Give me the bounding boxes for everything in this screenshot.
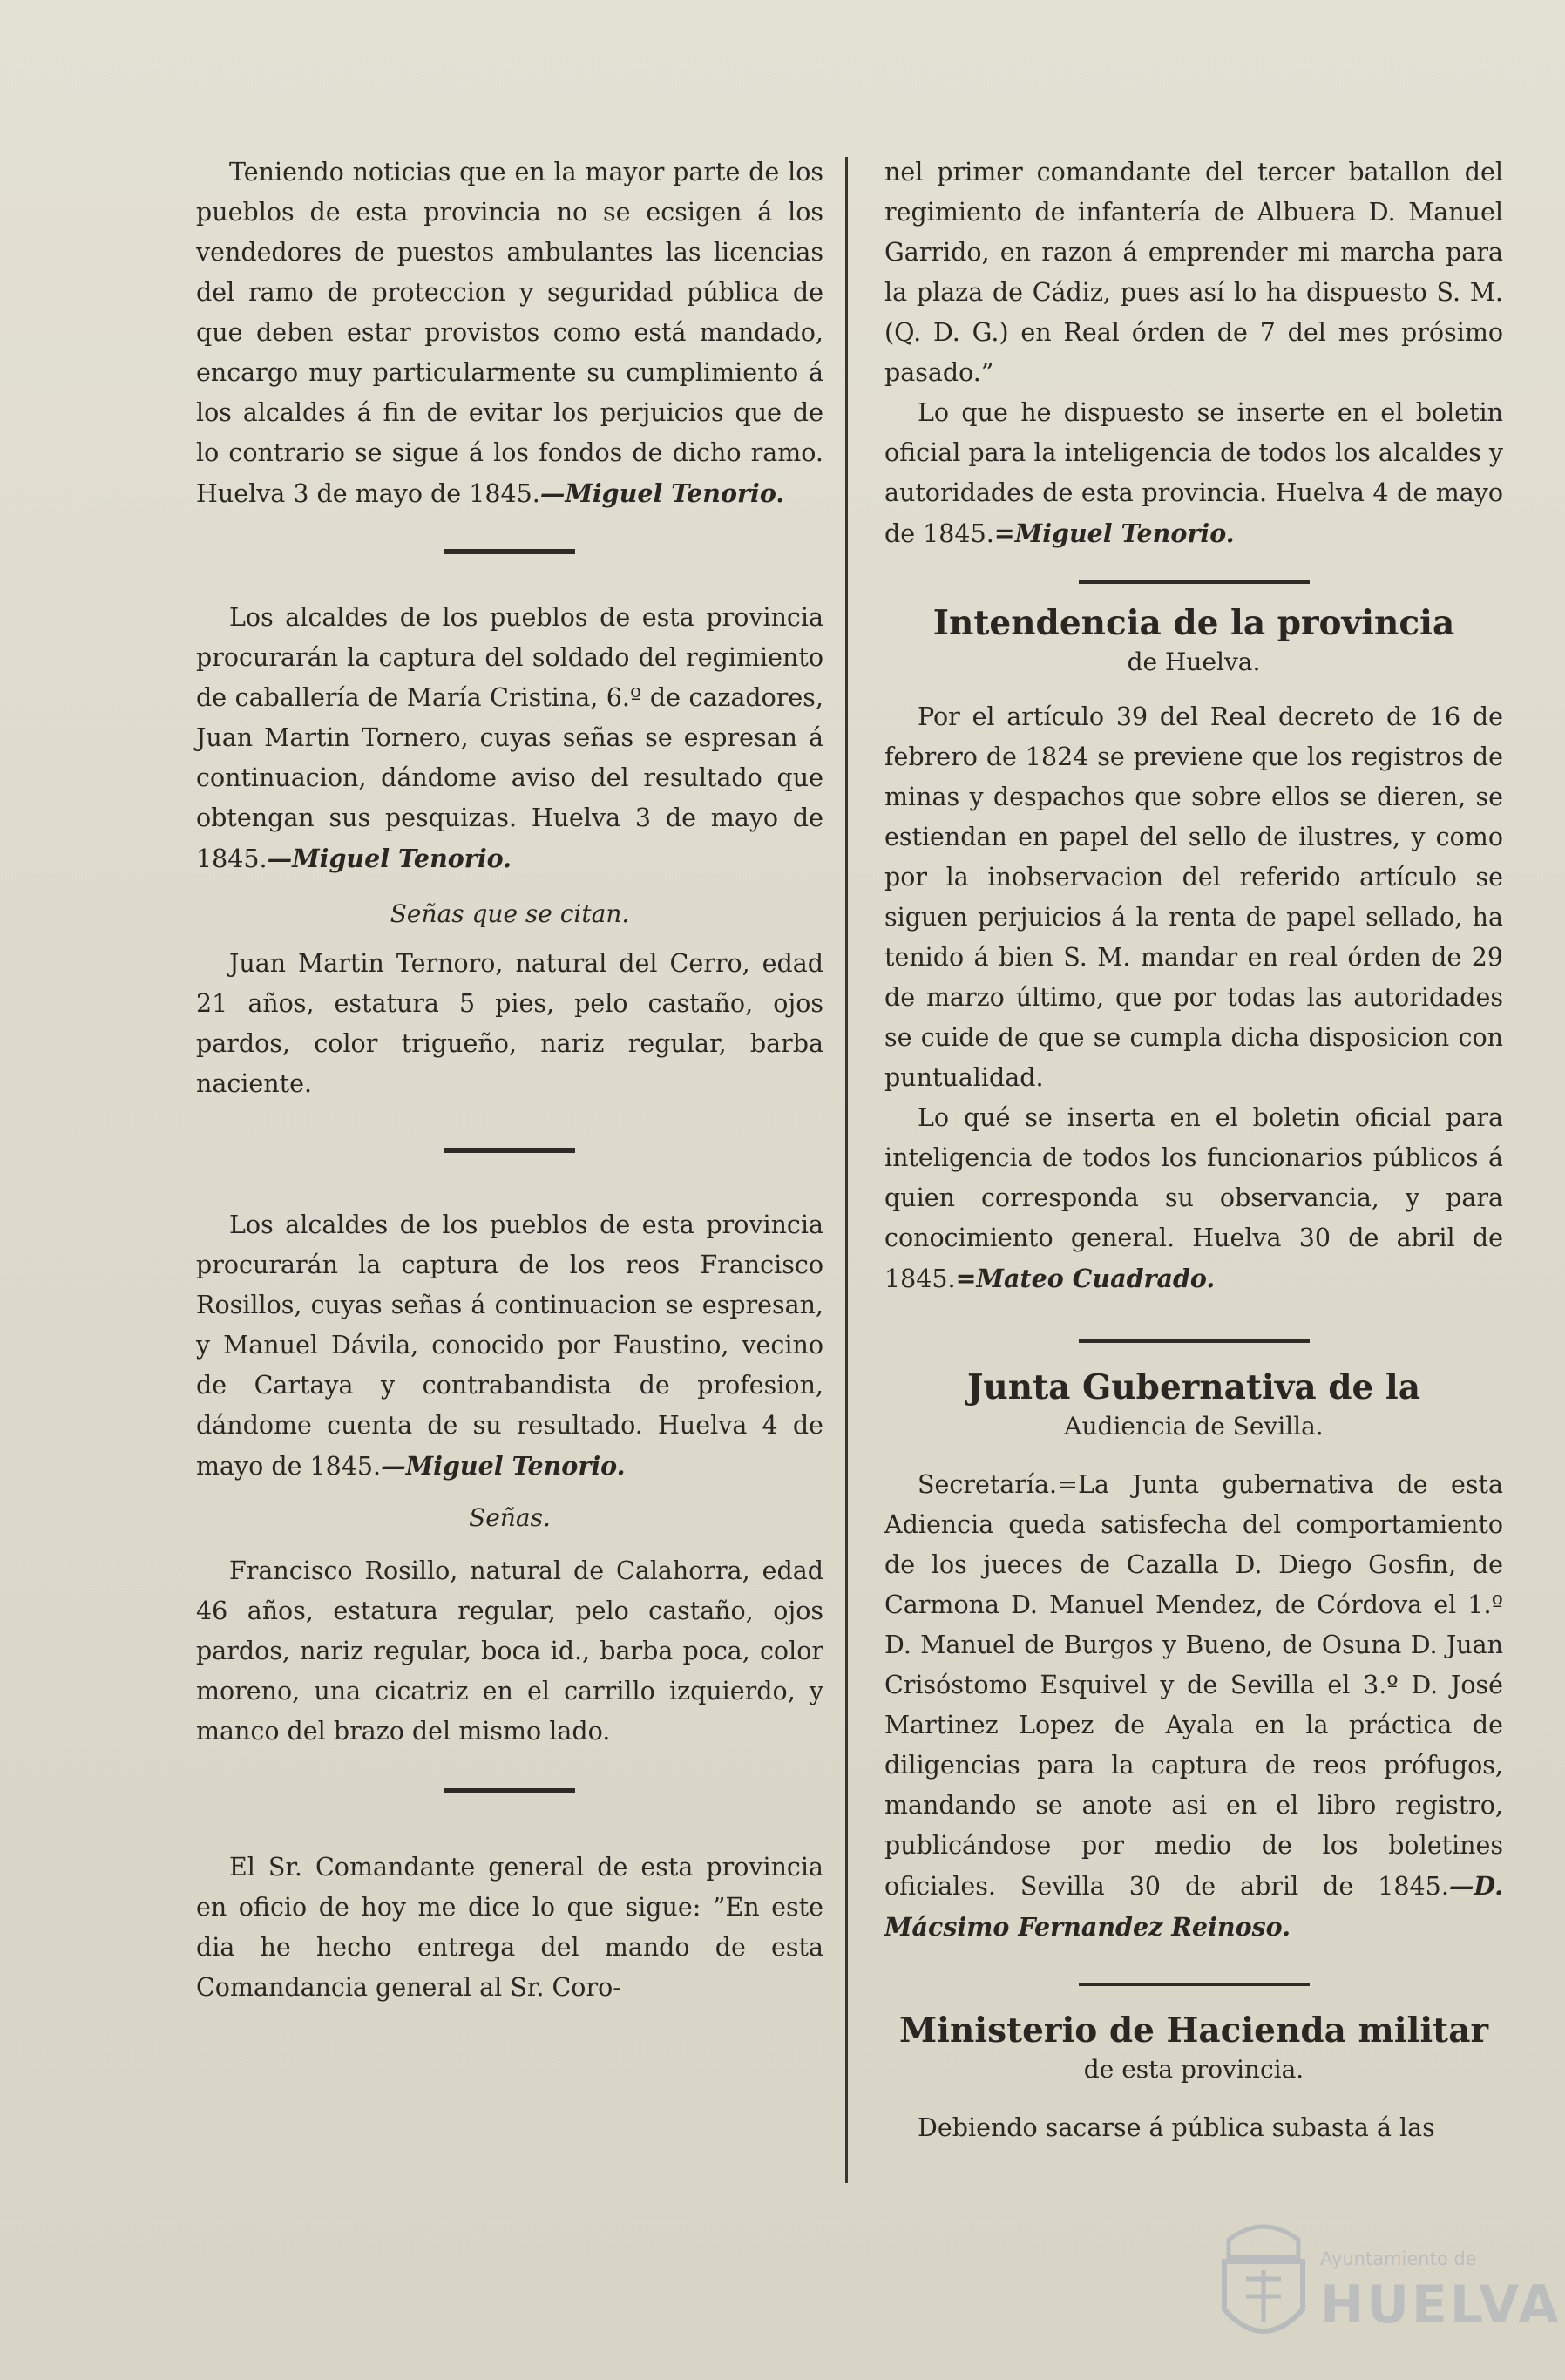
heading-intendencia: Intendencia de la provincia: [932, 603, 1455, 643]
heading-ministerio-hacienda-sub: de esta provincia.: [1083, 2055, 1304, 2084]
crest-icon: [1211, 2205, 1316, 2353]
notice-comandante-continued: nel primer comandante del tercer batallon del regimiento de infantería de Albuera D. Manuel Garrido, en razon á emprender mi marcha para la plaza de Cádiz, pues así lo ha dispuesto S. M. (Q. D. G.) en Real órden de 7 del mes prósimo pasado.”: [884, 158, 1503, 387]
notice-text: Secretaría.=La Junta gubernativa de esta Adiencia queda satisfecha del comportamiento de los jueces de Cazalla D. Diego Gosfin, de Carmona D. Manuel Mendez, de Córdova el 1.º D. Manuel de Burgos y Bueno, de Osuna D. Juan Crisóstomo Esquivel y de Sevilla el 3.º D. José Martinez Lopez de Ayala en la práctica de diligencias para la captura de reos prófugos, mandando se anote asi en el libro registro, publicándose por medio de los boletines oficiales. Sevilla 30 de abril de 1845.: [884, 1470, 1503, 1901]
section-rule: [444, 549, 575, 554]
notice-text: Lo que he dispuesto se inserte en el boletin oficial para la inteligencia de todos los alcaldes y autoridades de esta provincia. Huelva 4 de mayo de 1845.: [884, 398, 1503, 548]
notice-insert-boletin-2: [884, 1098, 1503, 1299]
notice-comandante: El Sr. Comandante general de esta provincia en oficio de hoy me dice lo que sigue: ”En este dia he hecho entrega del mando de esta Comandancia general al Sr. Coro-: [196, 1853, 823, 2002]
heading-junta-gubernativa: Junta Gubernativa de la: [966, 1367, 1421, 1407]
heading-ministerio-hacienda: Ministerio de Hacienda militar: [898, 2010, 1489, 2051]
notice-papel-sellado: Por el artículo 39 del Real decreto de 16 de febrero de 1824 se previene que los registros de minas y despachos que sobre ellos se dieren, se estiendan en papel del sello de ilustres, y como por la inobservacion del referido artículo se siguen perjuicios á la renta de papel sellado, ha tenido á bien S. M. mandar en real órden de 29 de marzo último, que por todas las autoridades se cuide de que se cumpla dicha disposicion con puntualidad.: [884, 702, 1503, 1092]
notice-text: Los alcaldes de los pueblos de esta provincia procurarán la captura de los reos Francisco Rosillos, cuyas señas á continuacion se espresan, y Manuel Dávila, conocido por Faustino, vecino de Cartaya y contrabandista de profesion, dándome cuenta de su resultado. Huelva 4 de mayo de 1845.: [196, 1210, 823, 1481]
right-column: [884, 153, 1503, 2148]
signature: —D. Mácsimo Fernandez Reinoso.: [884, 1871, 1503, 1942]
watermark-small-text: Ayuntamiento de: [1320, 2248, 1477, 2269]
section-rule: [1079, 580, 1310, 584]
section-rule: [444, 1788, 575, 1793]
section-rule: [444, 1148, 575, 1153]
signature: —Miguel Tenorio.: [539, 478, 785, 508]
notice-text: Los alcaldes de los pueblos de esta provincia procurarán la captura del soldado del regimiento de caballería de María Cristina, 6.º de cazadores, Juan Martin Tornero, cuyas señas se espresan á continuacion, dándome aviso del resultado que obtengan sus pesquizas. Huelva 3 de mayo de 1845.: [196, 603, 823, 873]
notice-insert-boletin: [884, 393, 1503, 554]
watermark-big-text: HUELVA: [1320, 2275, 1562, 2336]
notice-capture-convicts: [196, 1205, 823, 1487]
section-rule: [1079, 1339, 1310, 1343]
ayuntamiento-watermark: [1211, 2205, 1562, 2362]
signature: —Miguel Tenorio.: [267, 844, 512, 873]
subheading-senas: Señas que se citan.: [390, 899, 630, 928]
notice-subasta: Debiendo sacarse á pública subasta á las: [918, 2113, 1435, 2142]
signature: =Miguel Tenorio.: [993, 519, 1235, 548]
subheading-senas: Señas.: [469, 1503, 551, 1532]
section-rule: [1079, 1983, 1310, 1986]
left-column: [196, 153, 823, 2008]
description-convict: Francisco Rosillo, natural de Calahorra, edad 46 años, estatura regular, pelo castaño, ojos pardos, nariz regular, boca id., barba poca, color moreno, una cicatriz en el carrillo izquierdo, y manco del brazo del mismo lado.: [196, 1556, 823, 1746]
notice-text: Teniendo noticias que en la mayor parte de los pueblos de esta provincia no se ecsigen á los vendedores de puestos ambulantes las licencias del ramo de proteccion y seguridad pública de que deben estar provistos como está mandado, encargo muy particularmente su cumplimiento á los alcaldes á fin de evitar los perjuicios que de lo contrario se sigue á los fondos de dicho ramo. Huelva 3 de mayo de 1845.: [196, 158, 823, 508]
column-divider: [845, 157, 848, 2183]
signature: =Mateo Cuadrado.: [955, 1264, 1216, 1293]
heading-intendencia-sub: de Huelva.: [1127, 648, 1261, 676]
notice-capture-soldier: [196, 598, 823, 879]
notice-vendors-licenses: [196, 153, 823, 514]
signature: —Miguel Tenorio.: [381, 1451, 626, 1481]
notice-text: Lo qué se inserta en el boletin oficial para inteligencia de todos los funcionarios públicos á quien corresponda su observancia, y para conocimiento general. Huelva 30 de abril de 1845.: [884, 1103, 1503, 1293]
description-soldier: Juan Martin Ternoro, natural del Cerro, edad 21 años, estatura 5 pies, pelo castaño, ojos pardos, color trigueño, nariz regular, barba naciente.: [196, 949, 823, 1098]
heading-junta-gubernativa-sub: Audiencia de Sevilla.: [1064, 1412, 1324, 1441]
notice-junta-jueces: [884, 1465, 1503, 1948]
